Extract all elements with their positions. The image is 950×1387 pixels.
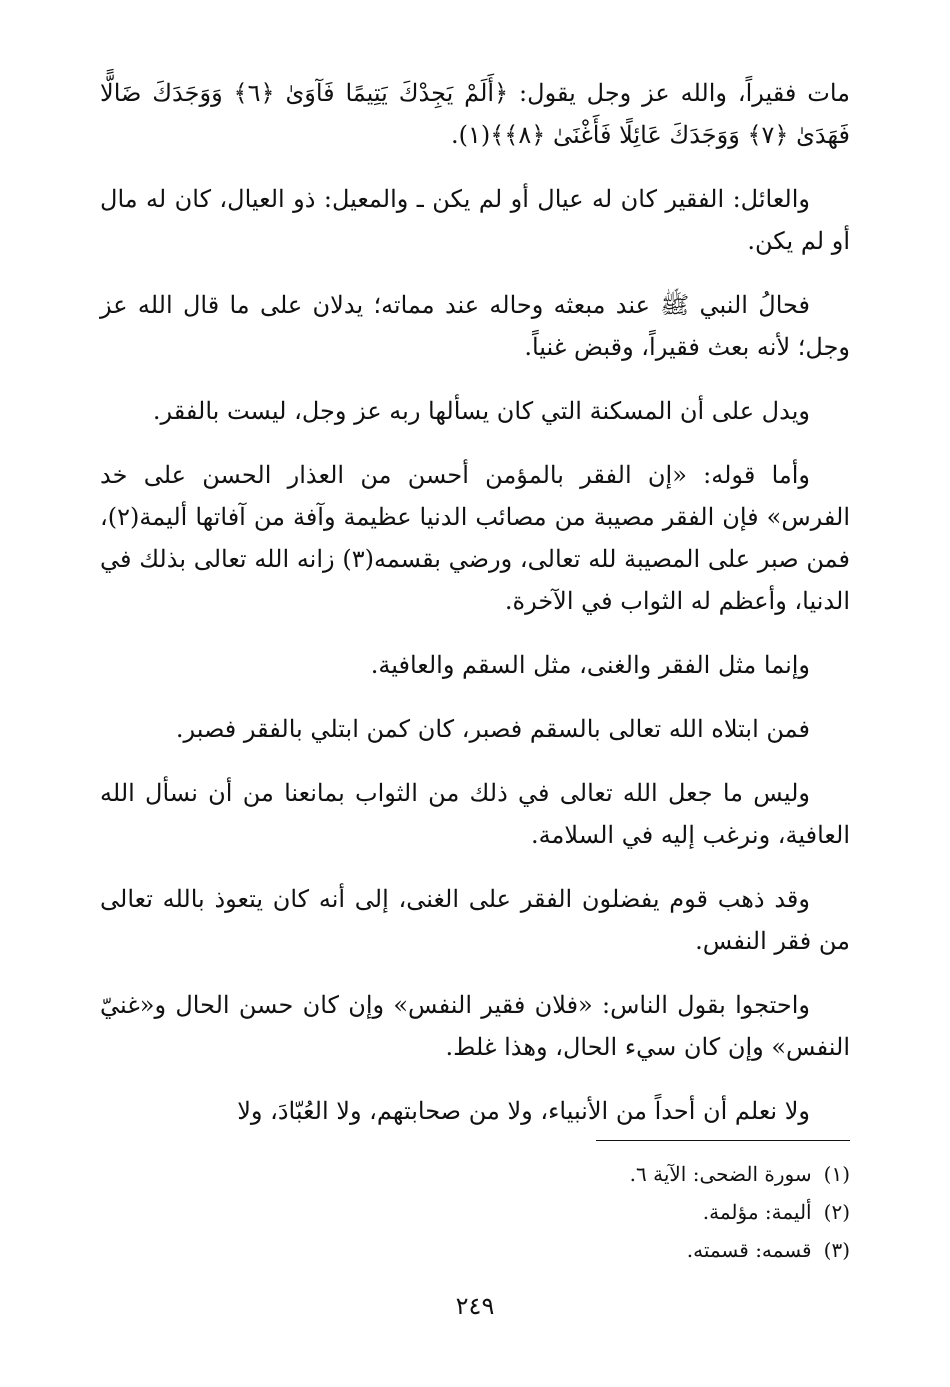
footnote <box>100 1193 850 1231</box>
page-number: ٢٤٩ <box>455 1292 495 1320</box>
footnote-number: (٢) <box>823 1200 850 1224</box>
footnotes <box>100 1155 850 1269</box>
paragraph: مات فقيراً، والله عز وجل يقول: ﴿أَلَمْ يَجِدْكَ يَتِيمًا فَآوَىٰ ﴿٦﴾ وَوَجَدَكَ ضَالًّا فَهَدَىٰ ﴿٧﴾ وَوَجَدَكَ عَائِلًا فَأَغْنَىٰ ﴿٨﴾﴾(١). <box>100 79 851 149</box>
paragraph: وأما قوله: «إن الفقر بالمؤمن أحسن من العذار الحسن على خد الفرس» فإن الفقر مصيبة من مصائب الدنيا عظيمة وآفة من آفاتها أليمة(٢)، فمن صبر على المصيبة لله تعالى، ورضي بقسمه(٣) زانه الله تعالى بذلك في الدنيا، وأعظم له الثواب في الآخرة. <box>100 461 850 615</box>
footnote-text: أليمة: مؤلمة. <box>702 1200 812 1224</box>
paragraph: والعائل: الفقير كان له عيال أو لم يكن ـ والمعيل: ذو العيال، كان له مال أو لم يكن. <box>100 185 850 255</box>
footnote-text: قسمه: قسمته. <box>686 1238 812 1262</box>
paragraph: ولا نعلم أن أحداً من الأنبياء، ولا من صحابتهم، ولا العُبّادَ، ولا <box>237 1097 810 1125</box>
footnote <box>100 1231 850 1269</box>
footnote-separator <box>596 1140 850 1141</box>
paragraph: فمن ابتلاه الله تعالى بالسقم فصبر، كان كمن ابتلي بالفقر فصبر. <box>175 715 810 743</box>
paragraph: وإنما مثل الفقر والغنى، مثل السقم والعافية. <box>370 651 810 679</box>
footnote-text: سورة الضحى: الآية ٦. <box>629 1162 812 1186</box>
paragraph: وقد ذهب قوم يفضلون الفقر على الغنى، إلى أنه كان يتعوذ بالله تعالى من فقر النفس. <box>100 885 850 955</box>
paragraph: فحالُ النبي ﷺ عند مبعثه وحاله عند مماته؛ يدلان على ما قال الله عز وجل؛ لأنه بعث فقيراً، وقبض غنياً. <box>100 291 850 361</box>
paragraph: واحتجوا بقول الناس: «فلان فقير النفس» وإن كان حسن الحال و«غنيّ النفس» وإن كان سيء الحال، وهذا غلط. <box>100 991 850 1061</box>
main-text <box>100 72 850 1154</box>
paragraph: ويدل على أن المسكنة التي كان يسألها ربه عز وجل، ليست بالفقر. <box>152 397 810 425</box>
footnote-number: (١) <box>823 1162 850 1186</box>
footnote <box>100 1155 850 1193</box>
paragraph: وليس ما جعل الله تعالى في ذلك من الثواب بمانعنا من أن نسأل الله العافية، ونرغب إليه في السلامة. <box>100 779 850 849</box>
footnote-number: (٣) <box>823 1238 850 1262</box>
